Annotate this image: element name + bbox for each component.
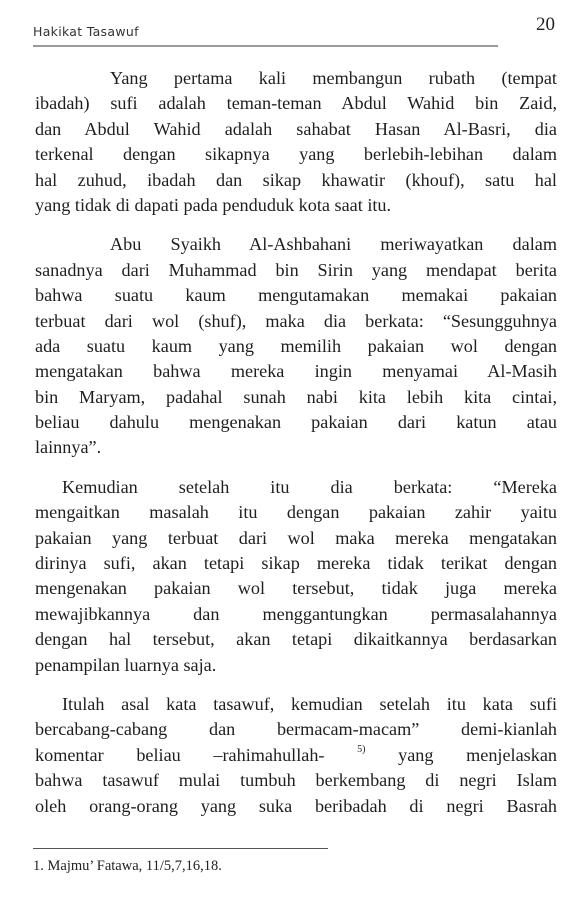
text-line: Kemudian setelah itu dia berkata: “Mereka bbox=[62, 476, 557, 497]
text-line: bin Maryam, padahal sunah nabi kita lebih kita cintai, bbox=[35, 386, 557, 407]
footnote-reference: 5) bbox=[357, 743, 366, 755]
text-line: terbuat dari wol (shuf), maka dia berkata: “Sesungguhnya bbox=[35, 310, 557, 331]
paragraph-2 bbox=[35, 232, 557, 461]
paragraph-4 bbox=[35, 692, 557, 819]
text-line: lainnya”. bbox=[35, 437, 102, 458]
running-title: Hakikat Tasawuf bbox=[33, 24, 139, 39]
text-line: Abu Syaikh Al-Ashbahani meriwayatkan dalam bbox=[110, 234, 557, 255]
text-line: mengaitkan masalah itu dengan pakaian zahir yaitu bbox=[35, 502, 557, 523]
text-line: dirinya sufi, akan tetapi sikap mereka tidak terikat dengan bbox=[35, 553, 557, 574]
text-segment: yang menjelaskan bbox=[398, 744, 558, 765]
text-line: beliau dahulu mengenakan pakaian dari katun atau bbox=[35, 412, 557, 433]
text-line: dengan hal tersebut, akan tetapi dikaitkannya berdasarkan bbox=[35, 629, 557, 650]
text-line: mewajibkannya dan menggantungkan permasalahannya bbox=[35, 603, 557, 624]
text-line: bercabang-cabang dan bermacam-macam” demi-kianlah bbox=[35, 719, 557, 740]
text-line: sanadnya dari Muhammad bin Sirin yang mendapat berita bbox=[35, 259, 557, 280]
text-line: Itulah asal kata tasawuf, kemudian setelah itu kata sufi bbox=[62, 693, 557, 714]
text-line: Yang pertama kali membangun rubath (tempat bbox=[110, 68, 557, 88]
paragraph-1 bbox=[35, 66, 557, 218]
text-line: ibadah) sufi adalah teman-teman Abdul Wahid bin Zaid, bbox=[35, 93, 557, 114]
paragraph-3 bbox=[35, 475, 557, 678]
text-line: hal zuhud, ibadah dan sikap khawatir (khouf), satu hal bbox=[35, 169, 557, 190]
text-segment: komentar beliau –rahimahullah- bbox=[35, 744, 325, 765]
text-line: penampilan luarnya saja. bbox=[35, 654, 217, 675]
text-line: bahwa suatu kaum mengutamakan memakai pakaian bbox=[35, 285, 557, 306]
text-line: oleh orang-orang yang suka beribadah di negri Basrah bbox=[35, 795, 557, 816]
footnote: 1. Majmu’ Fatawa, 11/5,7,16,18. bbox=[33, 858, 222, 874]
body-text bbox=[35, 66, 557, 819]
text-line: bahwa tasawuf mulai tumbuh berkembang di negri Islam bbox=[35, 770, 557, 791]
text-line: terkenal dengan sikapnya yang berlebih-lebihan dalam bbox=[35, 144, 557, 165]
text-line: yang tidak di dapati pada penduduk kota saat itu. bbox=[35, 194, 392, 215]
text-line: dan Abdul Wahid adalah sahabat Hasan Al-Basri, dia bbox=[35, 118, 557, 139]
footnote-rule bbox=[33, 848, 328, 849]
text-line: mengatakan bahwa mereka ingin menyamai Al-Masih bbox=[35, 361, 557, 382]
text-line: pakaian yang terbuat dari wol maka mereka mengatakan bbox=[35, 527, 557, 548]
header-rule bbox=[33, 45, 498, 47]
page-number: 20 bbox=[536, 14, 555, 35]
text-line: mengenakan pakaian wol tersebut, tidak juga mereka bbox=[35, 578, 557, 599]
text-line-with-footnote-ref bbox=[35, 743, 557, 768]
text-line: ada suatu kaum yang memilih pakaian wol dengan bbox=[35, 335, 557, 356]
